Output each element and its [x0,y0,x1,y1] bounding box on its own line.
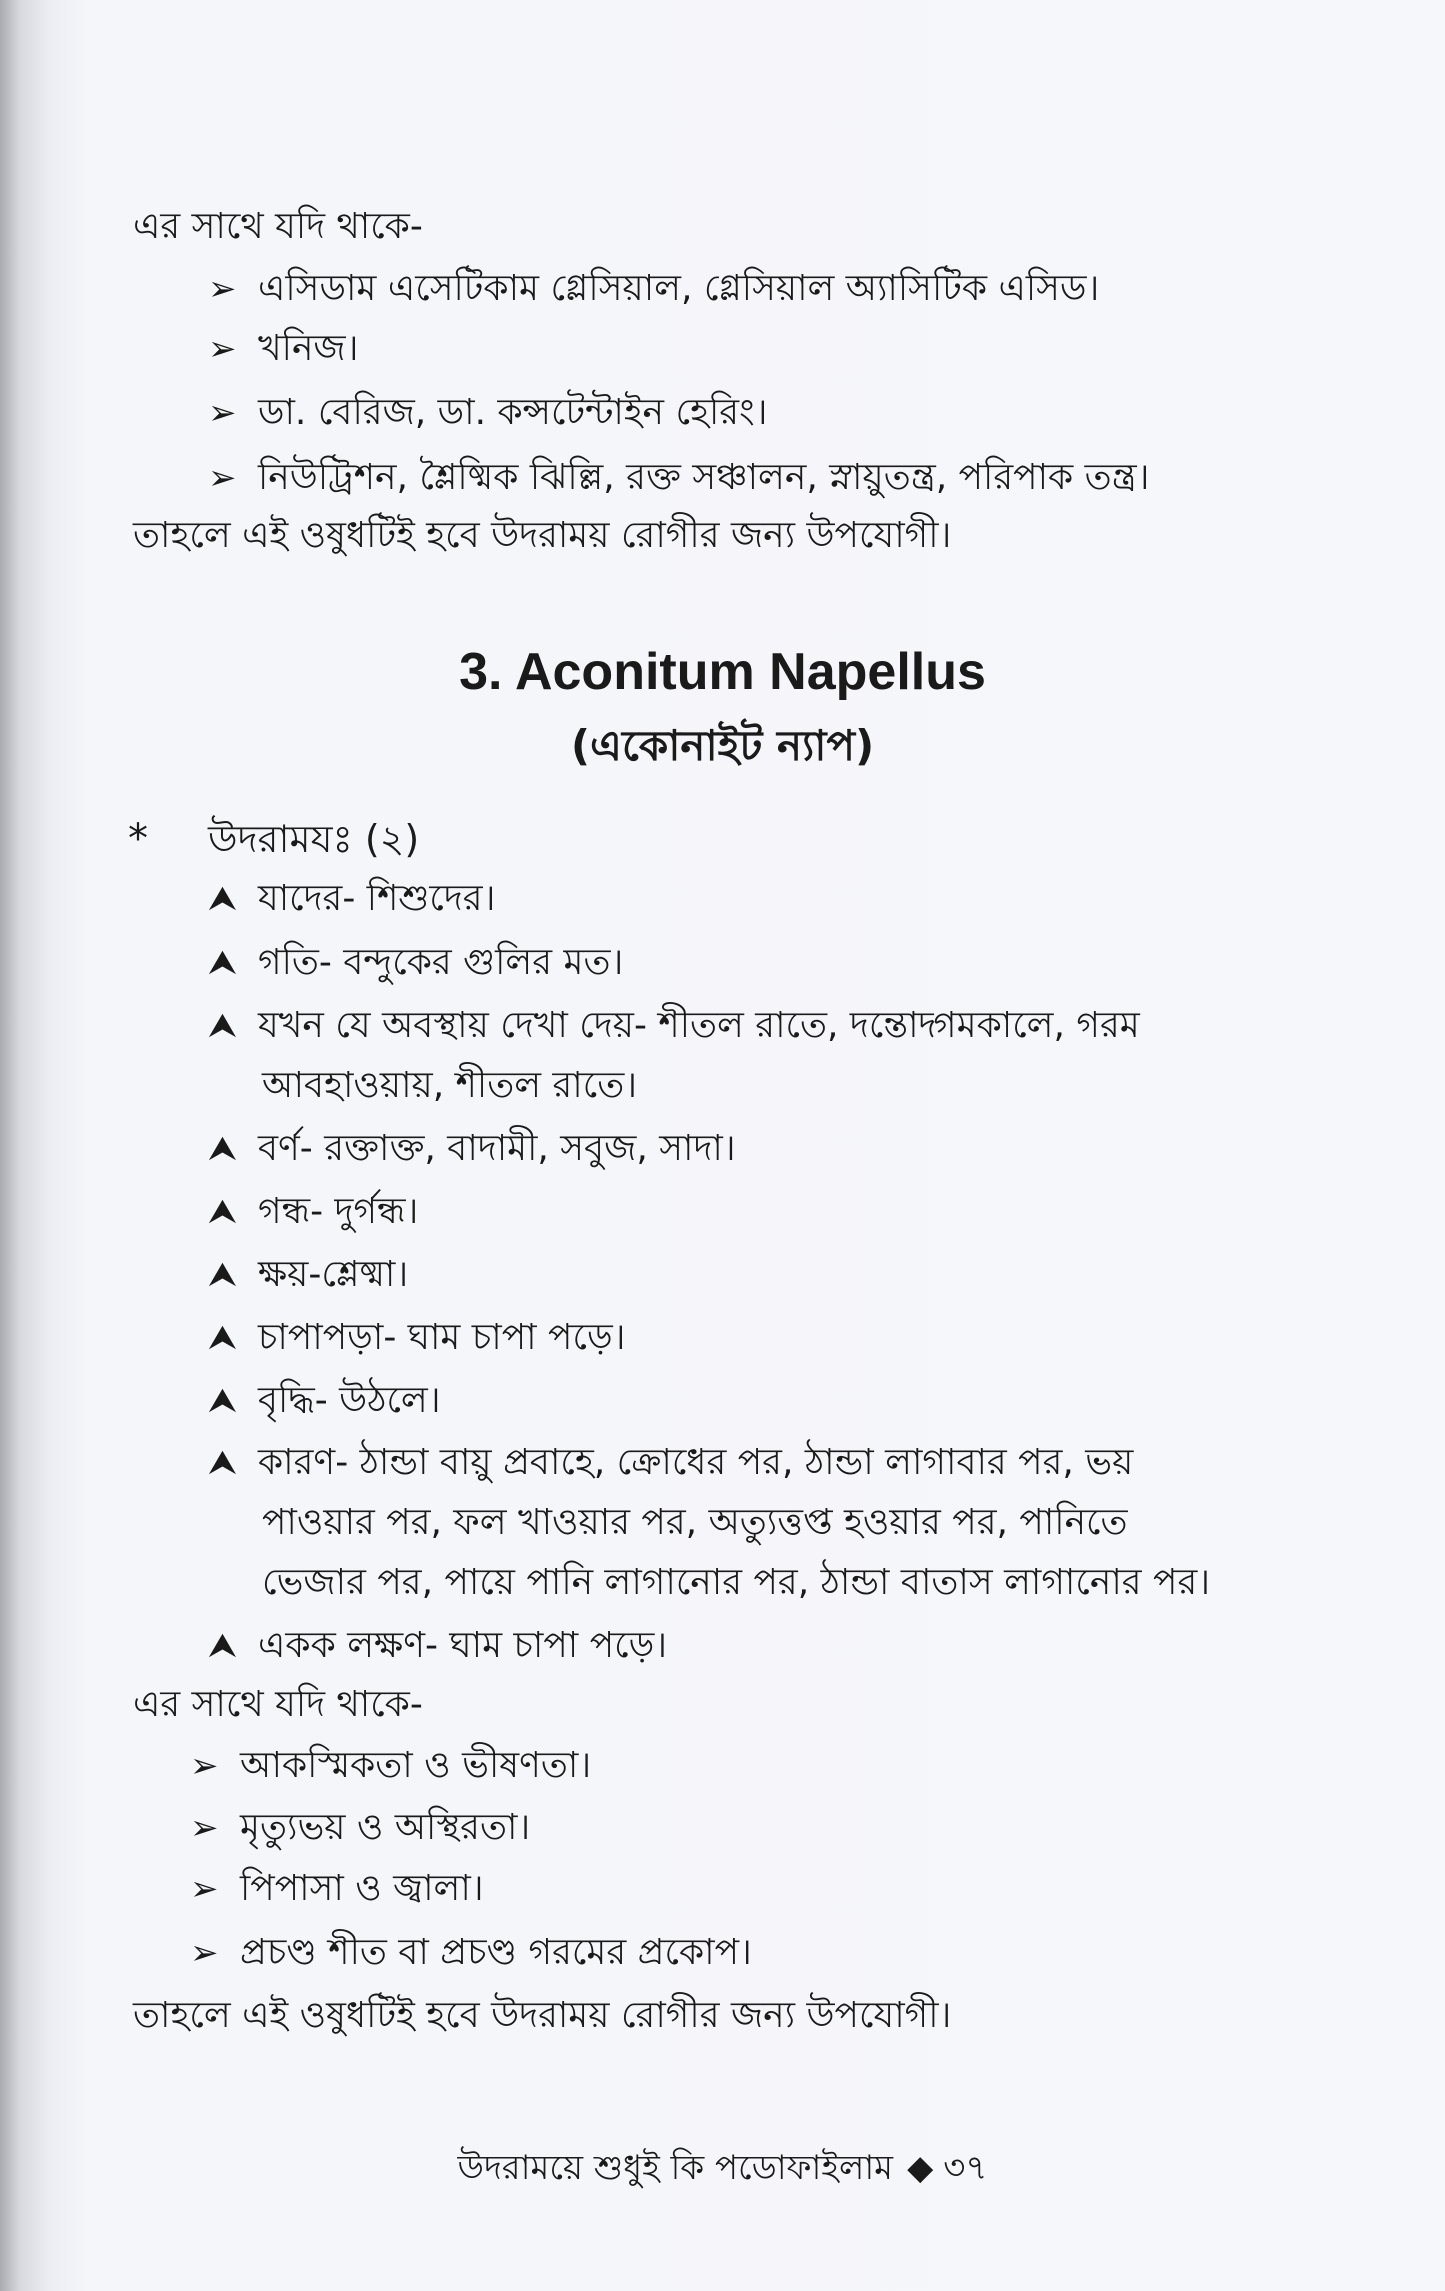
triangle-bullet-icon: ⮝ [208,1006,237,1046]
symptom-item-continuation: ভেজার পর, পায়ে পানি লাগানোর পর, ঠান্ডা বাতাস লাগানোর পর। [262,1562,1211,1603]
arrow-bullet-icon: ➢ [190,1808,219,1848]
section2-bullet: ➢ মৃত্যুভয় ও অস্থিরতা। [190,1805,530,1851]
triangle-bullet-icon: ⮝ [208,1626,237,1666]
footer-book-title: উদরাময়ে শুধুই কি পডোফাইলাম [457,2148,894,2188]
diamond-separator-icon: ◆ [907,2148,934,2188]
section1-conclusion: তাহলে এই ওষুধটিই হবে উদরাময় রোগীর জন্য উপযোগী। [133,515,952,556]
remedy-title-bengali: (একোনাইট ন্যাপ) [570,721,875,770]
symptom-item: ⮝ গতি- বন্দুকের গুলির মত। [208,940,623,986]
remedy-title-english: 3. Aconitum Napellus [459,643,986,701]
symptom-item: ⮝ যখন যে অবস্থায় দেখা দেয়- শীতল রাতে, দন্তোদ্গমকালে, গরম [208,1003,1140,1049]
triangle-bullet-icon: ⮝ [208,943,237,983]
section1-bullet: ➢ ডা. বেরিজ, ডা. কন্সটেন্টাইন হেরিং। [208,390,767,436]
symptom-item: ⮝ চাপাপড়া- ঘাম চাপা পড়ে। [208,1315,626,1361]
symptom-item-continuation: পাওয়ার পর, ফল খাওয়ার পর, অত্যুত্তপ্ত হওয়ার পর, পানিতে [262,1502,1128,1543]
section2-bullet: ➢ পিপাসা ও জ্বালা। [190,1866,484,1912]
symptom-item: ⮝ বর্ণ- রক্তাক্ত, বাদামী, সবুজ, সাদা। [208,1126,736,1172]
arrow-bullet-icon: ➢ [190,1933,219,1973]
triangle-bullet-icon: ⮝ [208,1443,237,1483]
triangle-bullet-icon: ⮝ [208,1255,237,1295]
arrow-bullet-icon: ➢ [190,1746,219,1786]
section1-bullet: ➢ এসিডাম এসেটিকাম গ্লেসিয়াল, গ্লেসিয়াল অ্যাসিটিক এসিড। [208,266,1099,312]
section2-conclusion: তাহলে এই ওষুধটিই হবে উদরাময় রোগীর জন্য উপযোগী। [133,1995,952,2036]
arrow-bullet-icon: ➢ [208,329,237,369]
section1-bullet: ➢ নিউট্রিশন, শ্লৈষ্মিক ঝিল্লি, রক্ত সঞ্চালন, স্নায়ুতন্ত্র, পরিপাক তন্ত্র। [208,455,1150,501]
symptom-item: ⮝ যাদের- শিশুদের। [208,876,495,922]
triangle-bullet-icon: ⮝ [208,1129,237,1169]
triangle-bullet-icon: ⮝ [208,1192,237,1232]
page-footer [0,2146,1445,2190]
symptom-item: ⮝ কারণ- ঠান্ডা বায়ু প্রবাহে, ক্রোধের পর, ঠান্ডা লাগাবার পর, ভয় [208,1440,1133,1486]
section2-heading: * উদরামযঃ (২) [128,816,420,862]
section1-intro: এর সাথে যদি থাকে- [133,206,423,247]
symptom-item-continuation: আবহাওয়ায়, শীতল রাতে। [262,1065,638,1106]
asterisk-icon: * [128,816,148,862]
section2-intro: এর সাথে যদি থাকে- [133,1684,423,1725]
section2-bullet: ➢ প্রচণ্ড শীত বা প্রচণ্ড গরমের প্রকোপ। [190,1930,752,1976]
symptom-item: ⮝ ক্ষয়-শ্লেষ্মা। [208,1252,408,1298]
triangle-bullet-icon: ⮝ [208,1318,237,1358]
triangle-bullet-icon: ⮝ [208,879,237,919]
symptom-item: ⮝ গন্ধ- দুর্গন্ধ। [208,1189,418,1235]
arrow-bullet-icon: ➢ [208,393,237,433]
symptom-item: ⮝ একক লক্ষণ- ঘাম চাপা পড়ে। [208,1623,667,1669]
page-number: ৩৭ [943,2148,988,2188]
arrow-bullet-icon: ➢ [190,1869,219,1909]
symptom-item: ⮝ বৃদ্ধি- উঠলে। [208,1378,441,1424]
arrow-bullet-icon: ➢ [208,458,237,498]
section1-bullet: ➢ খনিজ। [208,326,359,372]
triangle-bullet-icon: ⮝ [208,1381,237,1421]
arrow-bullet-icon: ➢ [208,269,237,309]
section2-bullet: ➢ আকস্মিকতা ও ভীষণতা। [190,1743,591,1789]
